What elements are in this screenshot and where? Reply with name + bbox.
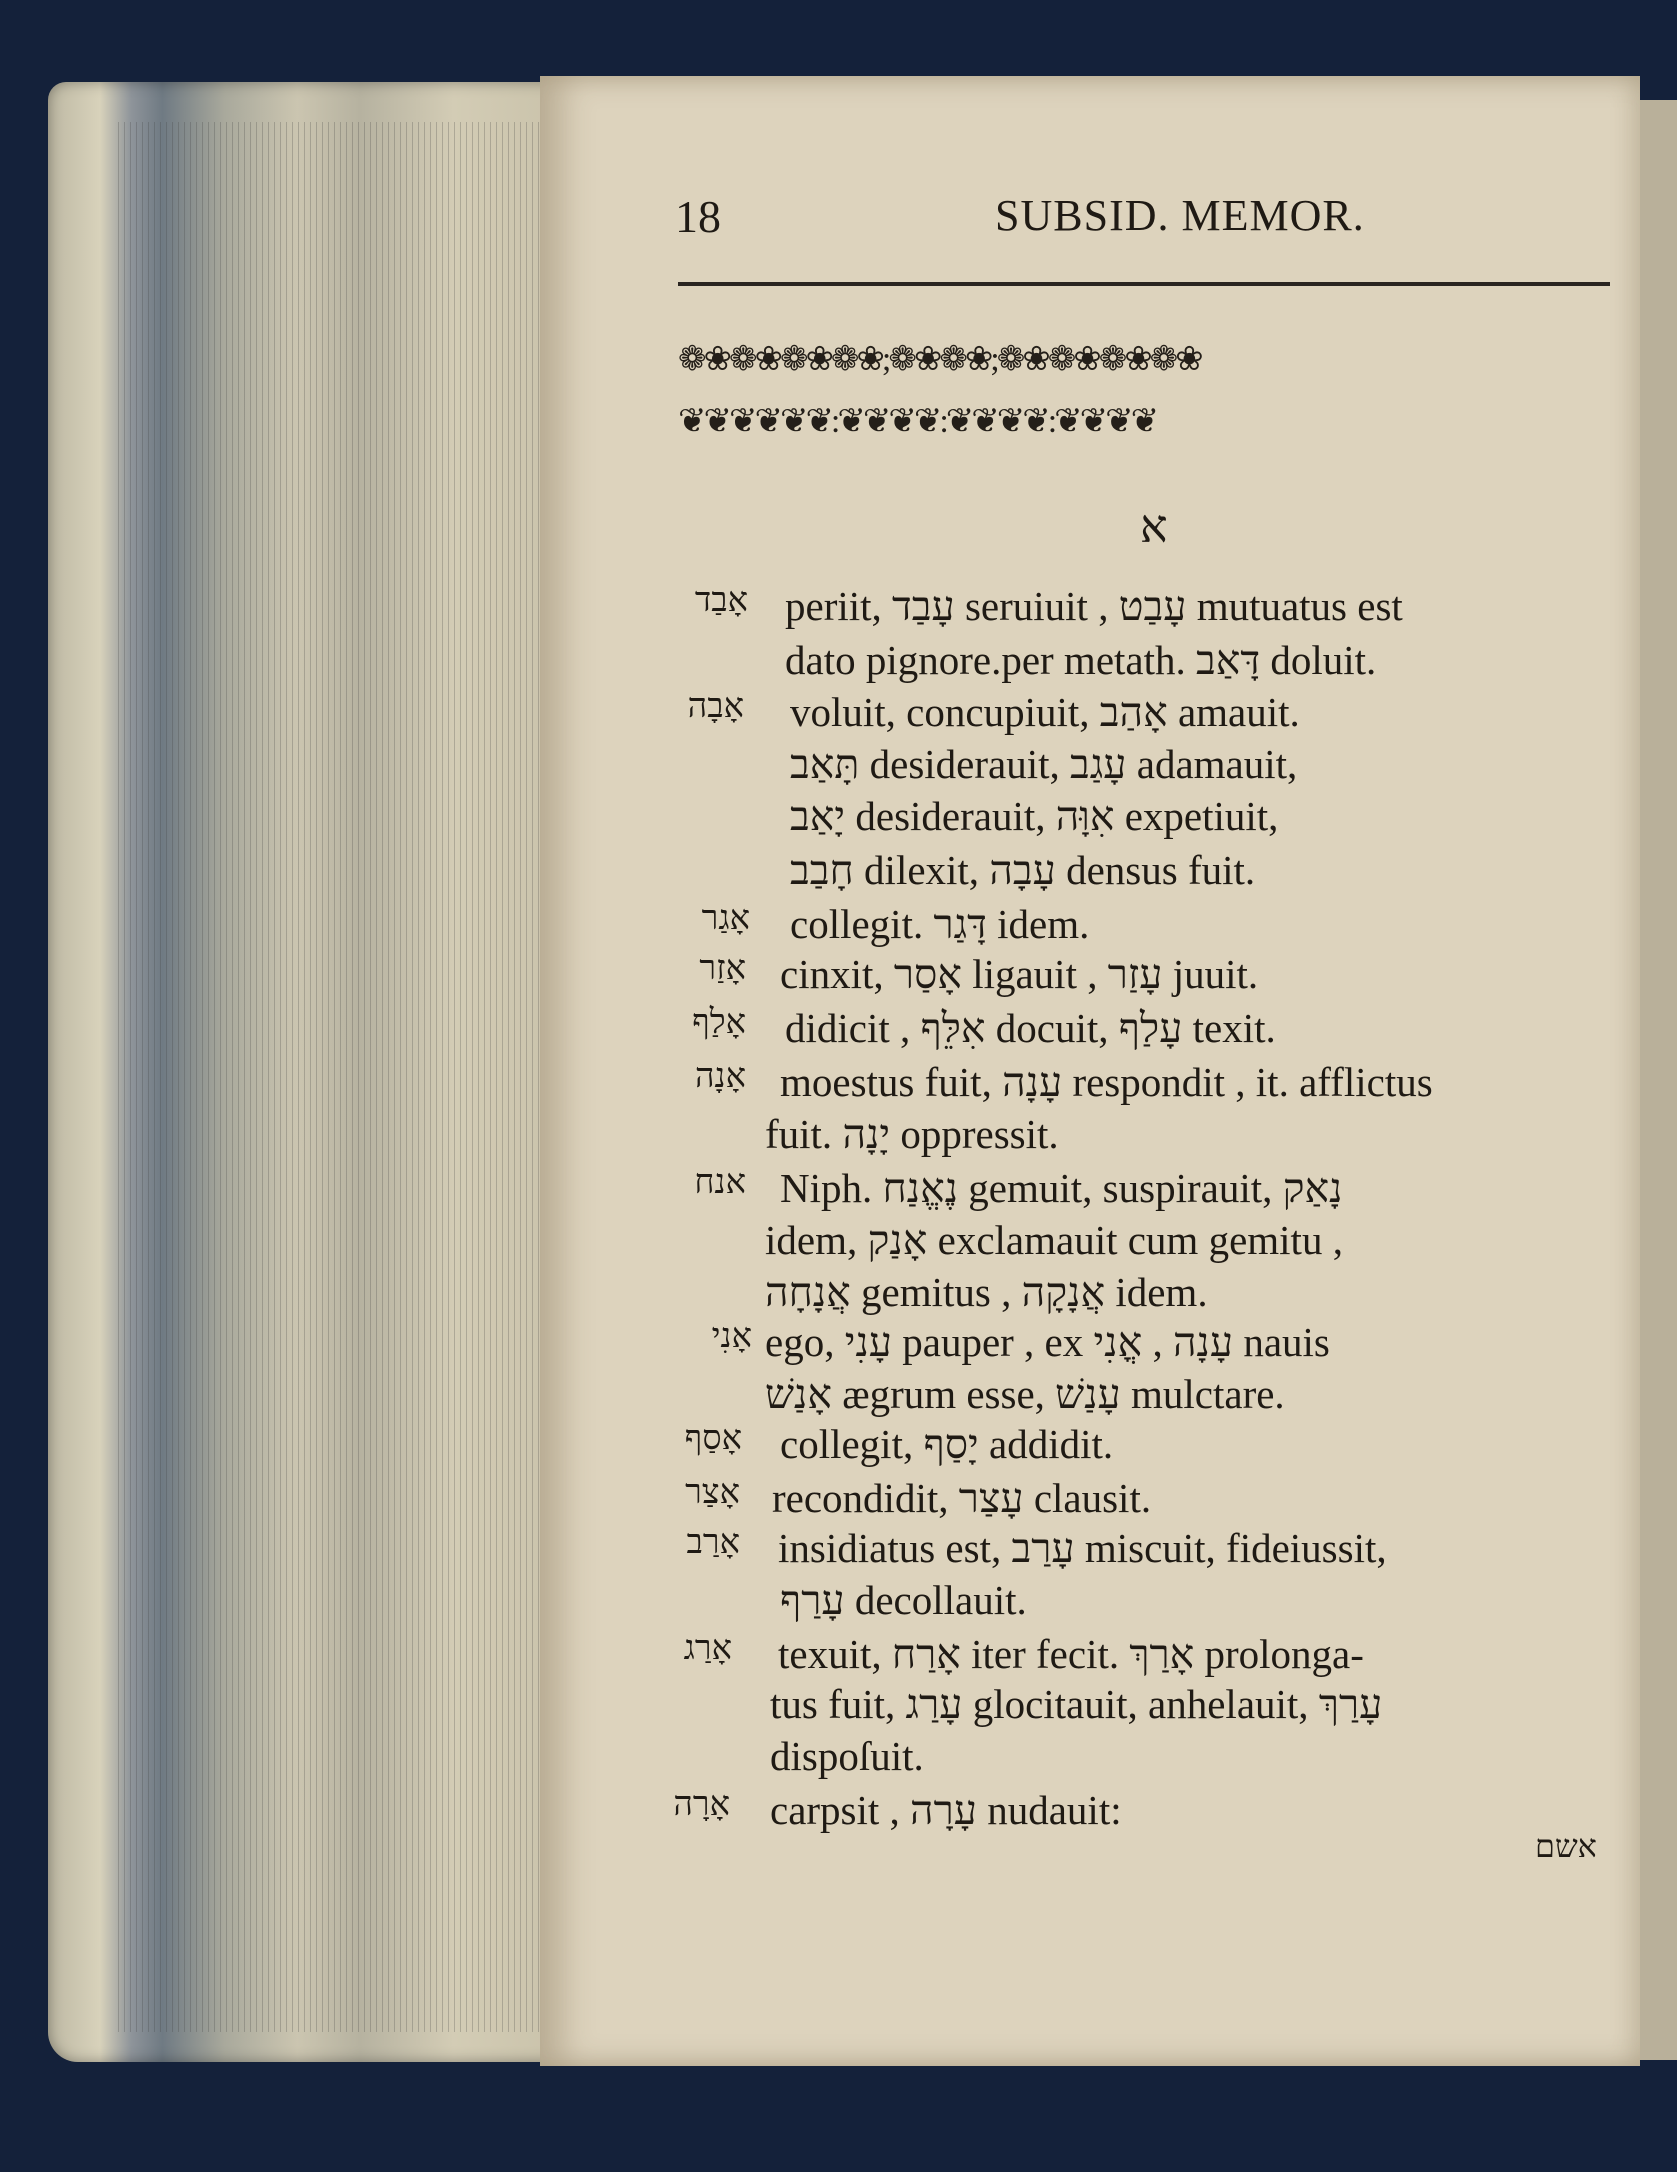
- text-line: collegit. דָּגַר idem.: [790, 901, 1090, 947]
- text-line: carpsit , עָרָה nudauit:: [770, 1787, 1122, 1833]
- text-line: insidiatus est, עָרַב miscuit, fideiussit,: [778, 1525, 1387, 1571]
- text-line: fuit. יָנָה oppressit.: [765, 1111, 1059, 1157]
- margin-word: אנח: [694, 1164, 746, 1201]
- text-line: idem, אָנַק exclamauit cum gemitu ,: [765, 1217, 1343, 1263]
- ornament-band-bottom: ❦❦❦❦❦❦:❦❦❦❦:❦❦❦❦:❦❦❦❦: [678, 403, 1157, 440]
- margin-word: אָגַר: [701, 900, 750, 937]
- text-line: recondidit, עָצַר clausit.: [772, 1475, 1152, 1521]
- header-rule: [678, 282, 1610, 286]
- margin-word: אָצַר: [685, 1474, 740, 1511]
- text-line: dispoſuit.: [770, 1733, 924, 1779]
- text-line: cinxit, אָסַר ligauit , עָזַר juuit.: [780, 951, 1259, 997]
- text-line: יָאַב desiderauit, אִוָּה expetiuit,: [790, 793, 1279, 839]
- section-letter: א: [1140, 501, 1168, 552]
- text-line: periit, עָבַד seruiuit , עָבַט mutuatus est: [785, 583, 1403, 629]
- margin-word: אָרָה: [673, 1786, 730, 1823]
- margin-word: אָסַף: [684, 1420, 742, 1457]
- margin-word: אָזַר: [699, 950, 746, 987]
- text-line: ego, עָנִי pauper , ex עָנָה , אֳנִי nauis: [765, 1319, 1330, 1365]
- text-line: texuit, אָרַח iter fecit. אָרַךְ prolonga-: [778, 1631, 1364, 1677]
- text-line: collegit, יָסַף addidit.: [780, 1421, 1114, 1467]
- catchword: אשם: [1535, 1828, 1597, 1864]
- margin-word: אָנִי: [711, 1318, 752, 1355]
- text-line: אֲנָחָה gemitus , אֲנָקָה idem.: [765, 1269, 1208, 1315]
- margin-word: אָבָה: [687, 688, 744, 725]
- facing-page-edge: [1640, 100, 1677, 2060]
- text-line: voluit, concupiuit, אָהַב amauit.: [790, 689, 1300, 735]
- ornament-band-top: ❁❀❁❀❁❀❁❀;❁❀❁❀;❁❀❁❀❁❀❁❀: [678, 341, 1201, 378]
- page-header: [675, 180, 1610, 250]
- text-line: didicit , אִלֵּף docuit, עָלַף texit.: [785, 1005, 1276, 1051]
- margin-word: אָלַף: [692, 1004, 746, 1041]
- text-line: moestus fuit, עָנָה respondit , it. afflictus: [780, 1059, 1433, 1105]
- text-line: tus fuit, עָרַג glocitauit, anhelauit, עָרַךְ: [770, 1681, 1383, 1727]
- text-line: dato pignore.per metath. דָּאַב doluit.: [785, 637, 1377, 683]
- text-line: אָנַשׁ ægrum esse, עָנַשׁ mulctare.: [765, 1371, 1285, 1417]
- margin-word: אָבַד: [694, 582, 748, 619]
- running-title: SUBSID. MEMOR.: [995, 191, 1365, 240]
- text-line: תָּאַב desiderauit, עָגַב adamauit,: [790, 741, 1298, 787]
- text-line: Niph. נֶאֱנַח gemuit, suspirauit, נָאַק: [780, 1165, 1343, 1211]
- margin-word: אָרַג: [683, 1630, 732, 1667]
- book-page-edges: [48, 82, 568, 2062]
- text-line: חָבַב dilexit, עָבָה densus fuit.: [790, 847, 1256, 893]
- margin-word: אָנָה: [694, 1058, 746, 1095]
- page-number: 18: [675, 191, 721, 242]
- margin-word: אָרַב: [686, 1524, 740, 1561]
- text-line: עָרַף decollauit.: [780, 1577, 1027, 1623]
